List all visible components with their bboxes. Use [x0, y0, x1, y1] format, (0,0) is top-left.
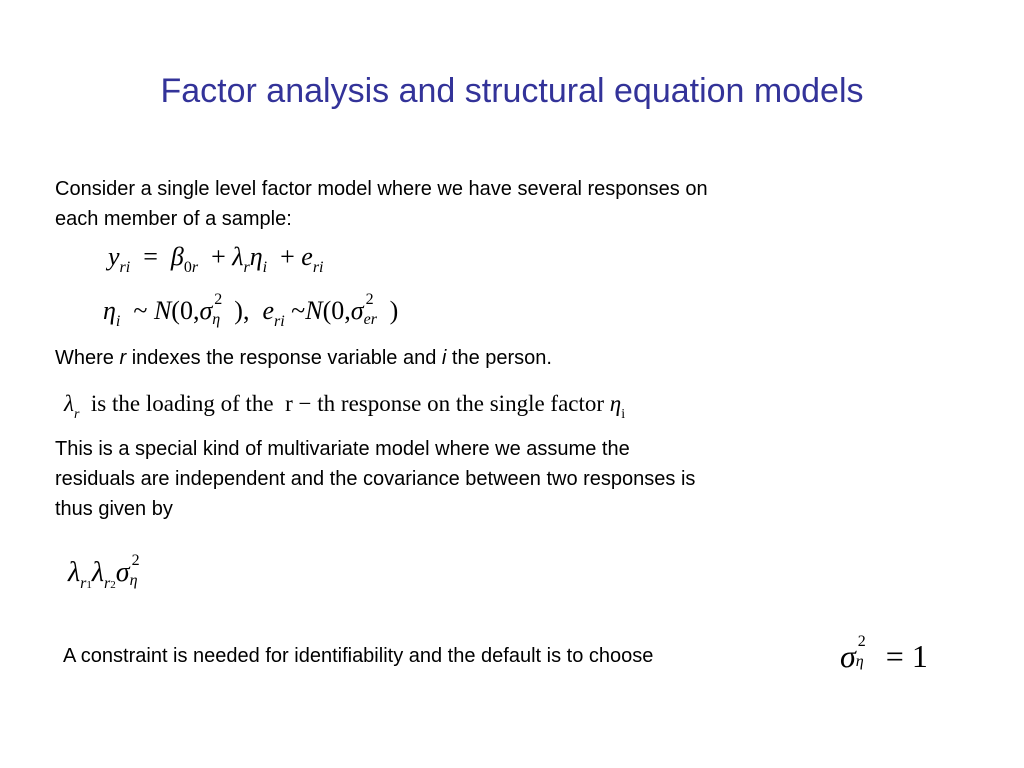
- special-line-2: residuals are independent and the covariance between two responses is: [55, 468, 696, 490]
- slide-title: Factor analysis and structural equation models: [160, 72, 864, 110]
- intro-paragraph: [55, 174, 935, 234]
- intro-line-1: Consider a single level factor model where we have several responses on: [55, 178, 708, 200]
- where-line: Where r indexes the response variable and i the person.: [55, 347, 552, 369]
- special-line-3: thus given by: [55, 498, 173, 520]
- special-paragraph: [55, 434, 935, 524]
- covariance-expression: $\lambda_{r1}\lambda_{r2}\sigma$ 2 η: [68, 552, 140, 592]
- intro-line-2: each member of a sample:: [55, 208, 292, 230]
- special-line-1: This is a special kind of multivariate model where we assume the: [55, 438, 630, 460]
- distribution-equation: $\eta_i$ ~ N(0,σ 2 η ), $e_{ri}$ ~N(0,σ 2 er ): [103, 291, 399, 330]
- loading-definition: $\lambda_r$ is the loading of the r − th response on the single factor $\eta_i$: [64, 391, 626, 422]
- constraint-text: A constraint is needed for identifiability and the default is to choose: [63, 645, 654, 667]
- model-equation: $y_{ri} = \beta_{0r} + \lambda_r\eta_i + e_{ri}$: [108, 242, 324, 276]
- constraint-equation: σ 2 η = 1: [840, 633, 928, 674]
